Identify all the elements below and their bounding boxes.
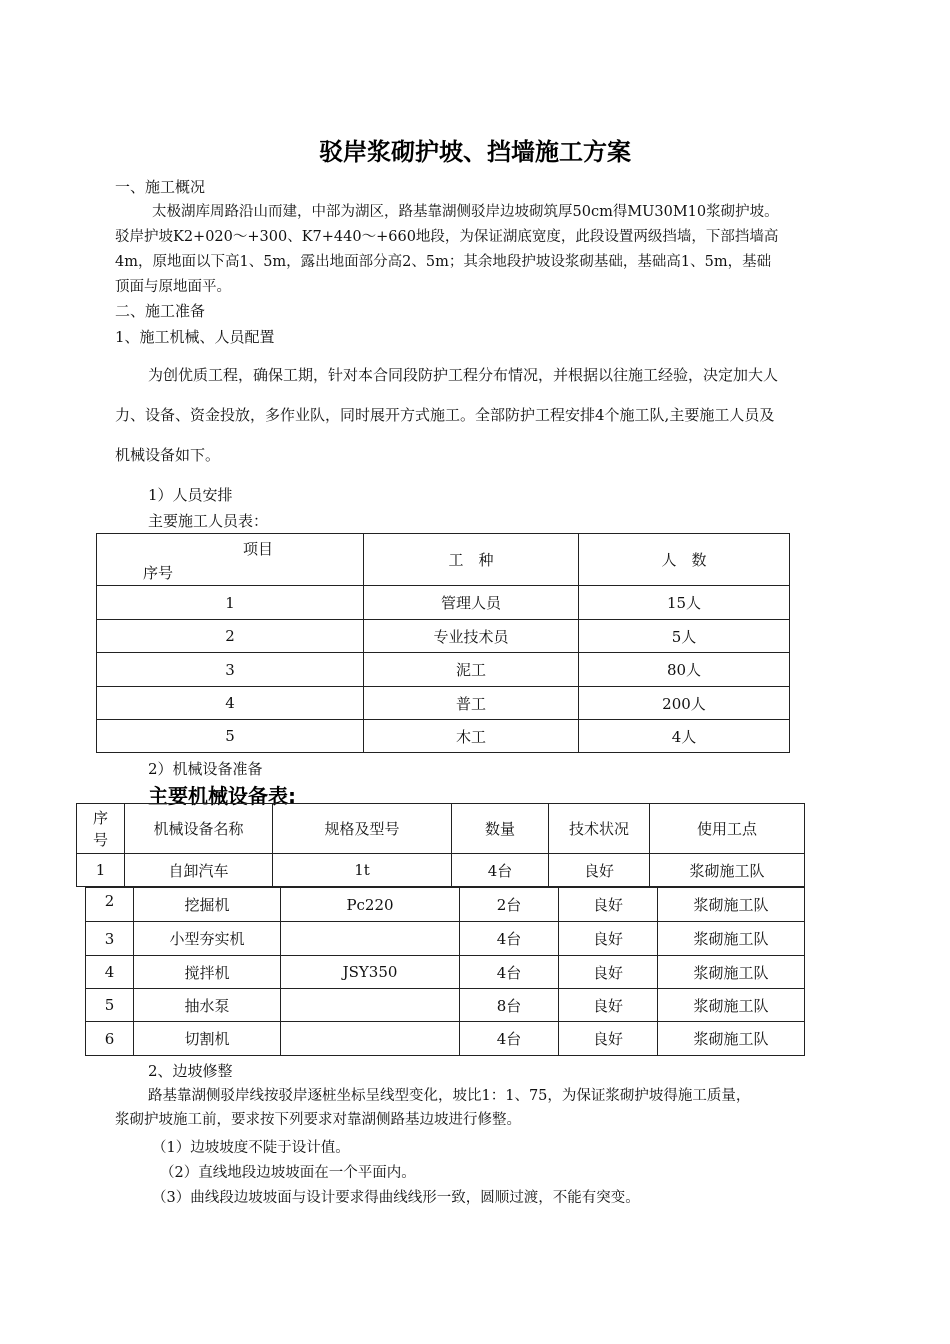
overview-line-4: 顶面与原地面平。 bbox=[115, 279, 231, 295]
personnel-label: 1）人员安排 bbox=[148, 486, 233, 504]
header-cell-item-no bbox=[97, 534, 364, 586]
cell-site: 浆砌施工队 bbox=[658, 922, 805, 956]
cell-name: 搅拌机 bbox=[134, 956, 281, 989]
cell-qty: 4台 bbox=[460, 922, 559, 956]
cell-count: 5人 bbox=[579, 620, 790, 653]
overview-line-3: 4m，原地面以下高1、5m，露出地面部分高2、5m；其余地段护坡设浆砌基础，基础高1、5m，基础 bbox=[115, 254, 772, 270]
cell-type: 普工 bbox=[364, 687, 579, 720]
cell-no: 2 bbox=[97, 620, 364, 653]
cell-no: 6 bbox=[86, 1022, 134, 1056]
table-row bbox=[86, 989, 805, 1022]
cell-count: 200人 bbox=[579, 687, 790, 720]
subheading-machinery-staff: 1、施工机械、人员配置 bbox=[115, 328, 275, 346]
cell-status: 良好 bbox=[559, 888, 658, 922]
header-cell-spec: 规格及型号 bbox=[273, 804, 452, 854]
cell-site: 浆砌施工队 bbox=[658, 989, 805, 1022]
cell-spec: Pc220 bbox=[281, 888, 460, 922]
cell-count: 4人 bbox=[579, 720, 790, 753]
cell-qty: 4台 bbox=[452, 854, 549, 887]
header-cell-no bbox=[77, 804, 125, 854]
cell-qty: 4台 bbox=[460, 1022, 559, 1056]
slope-line-2: 浆砌护坡施工前，要求按下列要求对靠湖侧路基边坡进行修整。 bbox=[115, 1112, 521, 1128]
table-header-row bbox=[97, 534, 790, 586]
requirement-3: （3）曲线段边坡坡面与设计要求得曲线线形一致，圆顺过渡，不能有突变。 bbox=[152, 1190, 640, 1206]
cell-no: 4 bbox=[86, 956, 134, 989]
cell-spec: JSY350 bbox=[281, 956, 460, 989]
cell-qty: 2台 bbox=[460, 888, 559, 922]
cell-spec bbox=[281, 1022, 460, 1056]
cell-site: 浆砌施工队 bbox=[658, 1022, 805, 1056]
cell-status: 良好 bbox=[559, 922, 658, 956]
cell-status: 良好 bbox=[559, 1022, 658, 1056]
cell-site: 浆砌施工队 bbox=[658, 888, 805, 922]
cell-no: 5 bbox=[86, 989, 134, 1022]
cell-no: 3 bbox=[86, 922, 134, 956]
header-cell-count: 人 数 bbox=[579, 534, 790, 586]
machine-table-header bbox=[76, 803, 805, 887]
machine-table-title: 主要机械设备表: bbox=[148, 784, 296, 808]
prep-para-line-2: 力、设备、资金投放，多作业队，同时展开方式施工。全部防护工程安排4个施工队,主要施工人员及 bbox=[115, 406, 775, 424]
header-no-label: 序号 bbox=[143, 564, 174, 582]
header-cell-status: 技术状况 bbox=[549, 804, 650, 854]
machine-table-body bbox=[85, 887, 805, 1056]
prep-para-line-1: 为创优质工程，确保工期，针对本合同段防护工程分布情况，并根据以往施工经验，决定加大人 bbox=[148, 366, 779, 384]
overview-line-2: 驳岸护坡K2+020～+300、K7+440～+660地段，为保证湖底宽度，此段设置两级挡墙，下部挡墙高 bbox=[115, 229, 779, 245]
cell-type: 木工 bbox=[364, 720, 579, 753]
table-row bbox=[97, 586, 790, 620]
table-row bbox=[77, 854, 805, 887]
cell-type: 管理人员 bbox=[364, 586, 579, 620]
cell-count: 15人 bbox=[579, 586, 790, 620]
table-row bbox=[86, 1022, 805, 1056]
cell-name: 自卸汽车 bbox=[125, 854, 273, 887]
section-heading-overview: 一、施工概况 bbox=[115, 178, 206, 196]
cell-no: 2 bbox=[86, 888, 134, 922]
header-cell-qty: 数量 bbox=[452, 804, 549, 854]
table-row bbox=[97, 687, 790, 720]
requirement-1: （1）边坡坡度不陡于设计值。 bbox=[152, 1140, 350, 1156]
personnel-table-title: 主要施工人员表： bbox=[148, 512, 269, 530]
cell-qty: 4台 bbox=[460, 956, 559, 989]
header-no-text: 序号 bbox=[92, 808, 108, 849]
header-cell-site: 使用工点 bbox=[650, 804, 805, 854]
cell-no: 1 bbox=[97, 586, 364, 620]
cell-count: 80人 bbox=[579, 653, 790, 687]
cell-name: 小型夯实机 bbox=[134, 922, 281, 956]
cell-name: 挖掘机 bbox=[134, 888, 281, 922]
header-cell-type: 工 种 bbox=[364, 534, 579, 586]
cell-type: 泥工 bbox=[364, 653, 579, 687]
document-title: 驳岸浆砌护坡、挡墙施工方案 bbox=[319, 138, 631, 166]
cell-spec bbox=[281, 989, 460, 1022]
overview-line-1: 太极湖库周路沿山而建，中部为湖区，路基靠湖侧驳岸边坡砌筑厚50cm得MU30M10浆砌护坡。 bbox=[152, 204, 779, 220]
header-cell-name: 机械设备名称 bbox=[125, 804, 273, 854]
header-item-label: 项目 bbox=[243, 540, 274, 558]
cell-no: 5 bbox=[97, 720, 364, 753]
cell-status: 良好 bbox=[559, 956, 658, 989]
table-row bbox=[97, 653, 790, 687]
cell-no: 3 bbox=[97, 653, 364, 687]
table-row bbox=[97, 620, 790, 653]
table-header-row bbox=[77, 804, 805, 854]
cell-name: 切割机 bbox=[134, 1022, 281, 1056]
machine-label: 2）机械设备准备 bbox=[148, 760, 263, 778]
cell-qty: 8台 bbox=[460, 989, 559, 1022]
requirement-2: （2）直线地段边坡坡面在一个平面内。 bbox=[160, 1165, 416, 1181]
cell-site: 浆砌施工队 bbox=[650, 854, 805, 887]
table-row bbox=[86, 922, 805, 956]
cell-type: 专业技术员 bbox=[364, 620, 579, 653]
cell-status: 良好 bbox=[549, 854, 650, 887]
cell-no: 4 bbox=[97, 687, 364, 720]
personnel-table bbox=[96, 533, 790, 753]
cell-site: 浆砌施工队 bbox=[658, 956, 805, 989]
cell-status: 良好 bbox=[559, 989, 658, 1022]
section-heading-preparation: 二、施工准备 bbox=[115, 302, 206, 320]
table-row bbox=[86, 888, 805, 922]
slope-line-1: 路基靠湖侧驳岸线按驳岸逐桩坐标呈线型变化，坡比1：1、75，为保证浆砌护坡得施工质量， bbox=[148, 1088, 751, 1104]
cell-spec bbox=[281, 922, 460, 956]
subheading-slope-trimming: 2、边坡修整 bbox=[148, 1062, 233, 1080]
table-row bbox=[97, 720, 790, 753]
prep-para-line-3: 机械设备如下。 bbox=[115, 446, 221, 464]
table-row bbox=[86, 956, 805, 989]
cell-name: 抽水泵 bbox=[134, 989, 281, 1022]
cell-spec: 1t bbox=[273, 854, 452, 887]
cell-no: 1 bbox=[77, 854, 125, 887]
